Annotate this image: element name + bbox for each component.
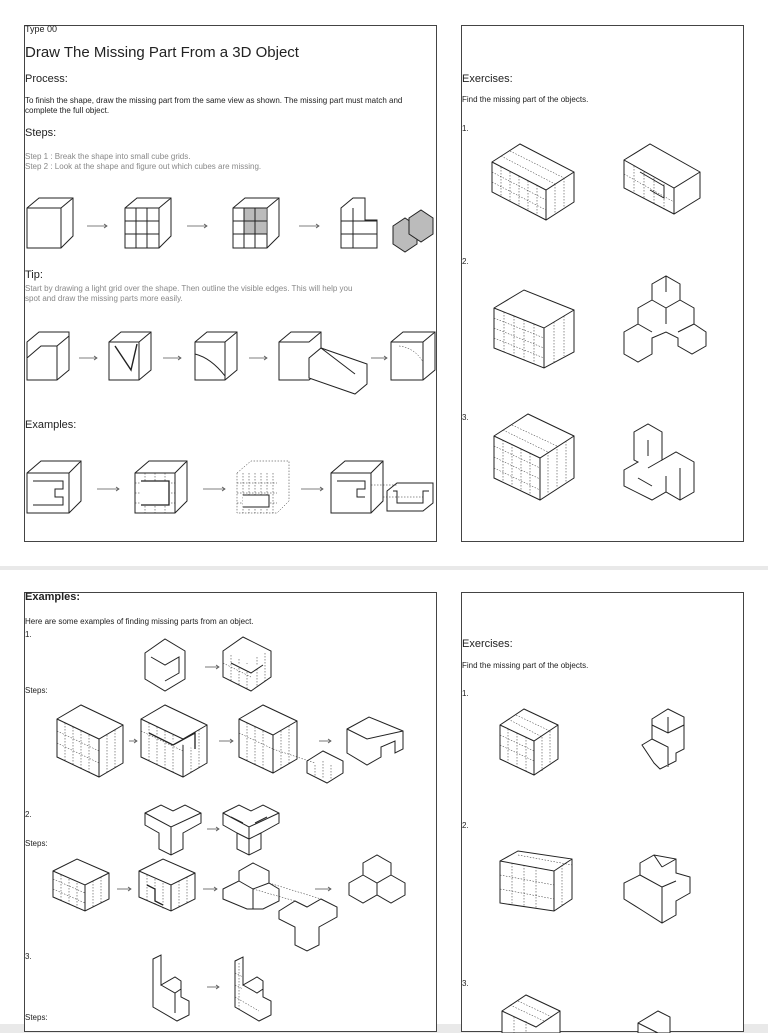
cube-grid [125, 198, 171, 248]
arrow-right-icon [205, 665, 219, 669]
tip-text-1: Start by drawing a light grid over the shape. Then outline the visible edges. This will help you [25, 284, 353, 293]
example-2-missing-part [349, 855, 405, 903]
arrow-right-icon [371, 356, 387, 360]
object-c-shape [27, 461, 81, 513]
arrow-right-icon [207, 827, 219, 831]
arrow-right-icon [97, 487, 119, 491]
exercise2-number-3: 3. [462, 979, 469, 988]
examples-figure-row [25, 459, 439, 529]
exercise1-number-3: 3. [462, 413, 469, 422]
arrow-right-icon [207, 985, 219, 989]
exercise-3-object [624, 424, 694, 500]
tip-figure-row [25, 328, 435, 388]
page1-panel [24, 25, 437, 542]
steps-label-2: Steps: [25, 839, 48, 848]
page2-examples-heading: Examples: [25, 591, 81, 603]
exercise-3-grid-block [494, 414, 574, 500]
process-text-1: To finish the shape, draw the missing part from the same view as shown. The missing part must match and [25, 96, 403, 105]
cube-with-removed-part [341, 198, 433, 252]
exercise2-2-grid-block [500, 851, 572, 911]
arrow-right-icon [163, 356, 181, 360]
exercise2-3-grid-block [502, 995, 560, 1033]
arrow-right-icon [319, 739, 331, 743]
example-1-object [145, 639, 185, 691]
steps-figure-row [25, 196, 435, 256]
exercise-1-object [624, 144, 700, 214]
shape-cut [195, 332, 237, 380]
step-2: Step 2 : Look at the shape and figure out which cubes are missing. [25, 162, 262, 171]
shape-exploded [279, 332, 367, 394]
type-label: Type 00 [25, 24, 58, 34]
exercise1-number-2: 2. [462, 257, 469, 266]
cube-solid [27, 198, 73, 248]
exercise-2-object [624, 276, 706, 362]
exercise2-2-object [624, 855, 690, 923]
exercise-1-grid-block [492, 144, 574, 220]
shape-result [391, 332, 435, 380]
example-number-3: 3. [25, 952, 32, 961]
exercise2-1-object [642, 709, 684, 769]
example-number-2: 2. [25, 810, 32, 819]
arrow-right-icon [249, 356, 267, 360]
tip-text-2: spot and draw the missing parts more easily. [25, 294, 183, 303]
exercise1-number-1: 1. [462, 124, 469, 133]
object-with-missing-part [331, 461, 433, 513]
page-title: Draw The Missing Part From a 3D Object [25, 44, 299, 61]
step-1: Step 1 : Break the shape into small cube grids. [25, 152, 191, 161]
example-2-step-block [53, 859, 109, 911]
object-dotted-grid [237, 461, 289, 513]
shape-ramp-outlined [109, 332, 151, 380]
example-1-object-grid [223, 637, 271, 691]
process-text-2: complete the full object. [25, 106, 110, 115]
exercise2-number-1: 1. [462, 689, 469, 698]
arrow-right-icon [187, 224, 207, 228]
exercise2-number-2: 2. [462, 821, 469, 830]
arrow-right-icon [301, 487, 323, 491]
page2-figures [25, 593, 438, 1033]
page2-intro: Here are some examples of finding missing parts from an object. [25, 617, 254, 626]
arrow-right-icon [117, 887, 131, 891]
arrow-right-icon [299, 224, 319, 228]
page2-panel [24, 592, 437, 1032]
examples-heading: Examples: [25, 419, 77, 431]
exercise-2-grid-block [494, 290, 574, 368]
shape-ramp [27, 332, 69, 380]
example-2-step-exploded [223, 863, 337, 951]
arrow-right-icon [203, 887, 217, 891]
exercises1-panel [461, 25, 744, 542]
arrow-right-icon [129, 739, 137, 743]
example-1-step-overlay [141, 705, 207, 777]
exercise2-3-object [638, 1011, 670, 1033]
steps-heading: Steps: [25, 127, 57, 139]
example-number-1: 1. [25, 630, 32, 639]
arrow-right-icon [79, 356, 97, 360]
exercises2-panel [461, 592, 744, 1032]
example-1-step-block [57, 705, 123, 777]
example-3-object [153, 955, 189, 1021]
exercises2-heading: Exercises: [462, 638, 513, 650]
exercises1-heading: Exercises: [462, 73, 513, 85]
example-3-object-grid [235, 957, 271, 1021]
arrow-right-icon [219, 739, 233, 743]
exercise2-1-grid-block [500, 709, 558, 775]
tip-heading: Tip: [25, 269, 43, 281]
exercises1-figures [462, 26, 745, 526]
example-2-object [145, 805, 201, 855]
arrow-right-icon [203, 487, 225, 491]
arrow-right-icon [315, 887, 331, 891]
exercises2-figures [462, 593, 745, 1033]
example-2-step-overlay [139, 859, 195, 911]
steps-label-3: Steps: [25, 1013, 48, 1022]
cube-grid-highlighted [233, 198, 279, 248]
exercises2-instruction: Find the missing part of the objects. [462, 661, 589, 670]
example-2-object-grid [223, 805, 279, 855]
steps-label-1: Steps: [25, 686, 48, 695]
process-heading: Process: [25, 73, 68, 85]
example-1-missing-part [347, 717, 403, 765]
arrow-right-icon [87, 224, 107, 228]
example-1-step-exploded [239, 705, 343, 783]
exercises1-instruction: Find the missing part of the objects. [462, 95, 589, 104]
object-gridded [135, 461, 187, 513]
